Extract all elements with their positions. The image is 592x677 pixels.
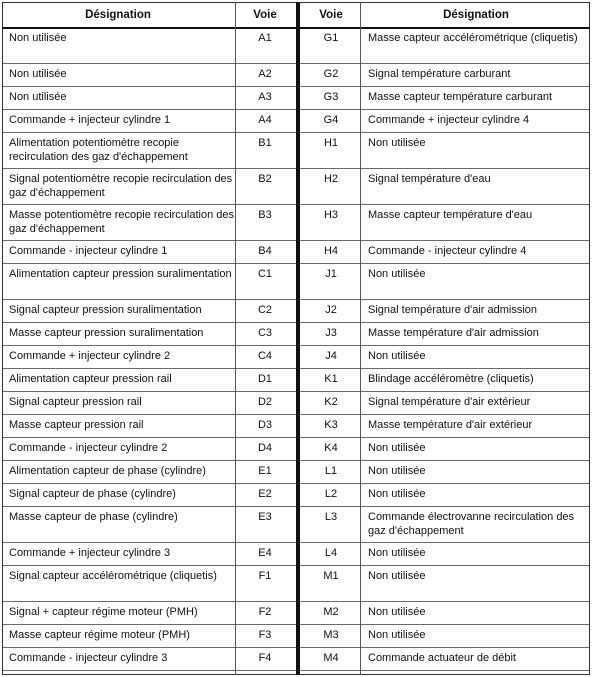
- voie-left-cell: D3: [257, 419, 273, 431]
- voie-left-cell: D1: [257, 373, 273, 385]
- designation-left-cell: Alimentation capteur pression rail: [9, 373, 172, 385]
- header-designation-left: Désignation: [85, 9, 151, 21]
- voie-left-cell: B1: [258, 137, 272, 149]
- voie-right-cell: G3: [323, 91, 339, 103]
- voie-left-cell: D2: [257, 396, 273, 408]
- voie-right-cell: K4: [324, 442, 338, 454]
- designation-left-cell: Non utilisée: [9, 68, 67, 80]
- designation-right-cell: Signal température d'air extérieur: [368, 396, 531, 408]
- voie-right-cell: K1: [324, 373, 338, 385]
- voie-right-cell: L3: [324, 511, 338, 523]
- designation-right-cell: Signal température carburant: [368, 68, 511, 80]
- voie-right-cell: G2: [323, 68, 339, 80]
- designation-left-cell: Masse potentiomètre recopie recirculation des gaz d'échappement: [9, 209, 235, 235]
- voie-left-cell: F1: [258, 570, 272, 582]
- voie-left-cell: D4: [257, 442, 273, 454]
- voie-right-cell: M1: [323, 570, 339, 582]
- voie-right-cell: H2: [323, 173, 339, 185]
- designation-right-cell: Commande actuateur de débit: [368, 652, 516, 664]
- designation-right-cell: Commande - injecteur cylindre 4: [368, 245, 527, 257]
- designation-right-cell: Blindage accéléromètre (cliquetis): [368, 373, 534, 385]
- voie-right-cell: M4: [323, 652, 339, 664]
- voie-left-cell: A2: [258, 68, 272, 80]
- voie-left-cell: C3: [257, 327, 273, 339]
- designation-right-cell: Non utilisée: [368, 137, 426, 149]
- designation-right-cell: Non utilisée: [368, 442, 426, 454]
- designation-right-cell: Non utilisée: [368, 606, 426, 618]
- voie-left-cell: C1: [257, 268, 273, 280]
- voie-left-cell: E2: [258, 488, 272, 500]
- voie-left-cell: F4: [258, 652, 272, 664]
- voie-right-cell: K2: [324, 396, 338, 408]
- designation-right-cell: Commande électrovanne recirculation des gaz d'échappement: [368, 511, 575, 537]
- designation-left-cell: Commande + injecteur cylindre 2: [9, 350, 171, 362]
- voie-left-cell: E1: [258, 465, 272, 477]
- designation-right-cell: Non utilisée: [368, 465, 426, 477]
- designation-right-cell: Masse capteur accélérométrique (cliquetis): [368, 32, 578, 44]
- column-divider-center: [296, 2, 300, 675]
- voie-left-cell: B2: [258, 173, 272, 185]
- voie-left-cell: B3: [258, 209, 272, 221]
- voie-right-cell: M2: [323, 606, 339, 618]
- header-voie-left: Voie: [253, 9, 277, 21]
- designation-left-cell: Signal potentiomètre recopie recirculation des gaz d'échappement: [9, 173, 233, 199]
- designation-left-cell: Commande + injecteur cylindre 1: [9, 114, 171, 126]
- designation-left-cell: Non utilisée: [9, 91, 67, 103]
- designation-right-cell: Masse capteur température d'eau: [368, 209, 533, 221]
- designation-right-cell: Masse capteur température carburant: [368, 91, 553, 103]
- voie-right-cell: H1: [323, 137, 339, 149]
- header-designation-right: Désignation: [443, 9, 509, 21]
- voie-right-cell: M3: [323, 629, 339, 641]
- designation-right-cell: Non utilisée: [368, 350, 426, 362]
- designation-left-cell: Commande + injecteur cylindre 3: [9, 547, 171, 559]
- designation-right-cell: Non utilisée: [368, 547, 426, 559]
- voie-right-cell: K3: [324, 419, 338, 431]
- voie-right-cell: H3: [323, 209, 339, 221]
- voie-left-cell: B4: [258, 245, 272, 257]
- designation-left-cell: Non utilisée: [9, 32, 67, 44]
- voie-right-cell: L2: [324, 488, 338, 500]
- voie-right-cell: J4: [325, 350, 337, 362]
- designation-left-cell: Masse capteur pression suralimentation: [9, 327, 204, 339]
- designation-right-cell: Non utilisée: [368, 570, 426, 582]
- designation-left-cell: Commande - injecteur cylindre 3: [9, 652, 168, 664]
- voie-left-cell: A1: [258, 32, 272, 44]
- designation-right-cell: Signal température d'air admission: [368, 304, 538, 316]
- header-voie-right: Voie: [319, 9, 343, 21]
- designation-right-cell: Non utilisée: [368, 268, 426, 280]
- designation-left-cell: Alimentation capteur pression suralimentation: [9, 268, 232, 280]
- designation-left-cell: Signal capteur pression suralimentation: [9, 304, 202, 316]
- voie-right-cell: J3: [325, 327, 337, 339]
- voie-left-cell: F2: [258, 606, 272, 618]
- voie-left-cell: A3: [258, 91, 272, 103]
- designation-left-cell: Signal capteur pression rail: [9, 396, 142, 408]
- column-divider-1: [235, 2, 236, 675]
- voie-right-cell: J2: [325, 304, 337, 316]
- designation-left-cell: Masse capteur régime moteur (PMH): [9, 629, 190, 641]
- designation-left-cell: Signal capteur accélérométrique (cliquetis): [9, 570, 217, 582]
- voie-left-cell: E3: [258, 511, 272, 523]
- designation-left-cell: Commande - injecteur cylindre 1: [9, 245, 168, 257]
- voie-left-cell: C2: [257, 304, 273, 316]
- column-divider-3: [360, 2, 361, 675]
- designation-right-cell: Masse température d'air extérieur: [368, 419, 533, 431]
- voie-right-cell: L1: [324, 465, 338, 477]
- designation-left-cell: Signal + capteur régime moteur (PMH): [9, 606, 198, 618]
- designation-left-cell: Alimentation capteur de phase (cylindre): [9, 465, 206, 477]
- voie-left-cell: C4: [257, 350, 273, 362]
- designation-left-cell: Masse capteur pression rail: [9, 419, 144, 431]
- designation-left-cell: Masse capteur de phase (cylindre): [9, 511, 178, 523]
- designation-right-cell: Non utilisée: [368, 488, 426, 500]
- designation-left-cell: Commande - injecteur cylindre 2: [9, 442, 168, 454]
- voie-right-cell: J1: [325, 268, 337, 280]
- designation-right-cell: Non utilisée: [368, 629, 426, 641]
- designation-right-cell: Signal température d'eau: [368, 173, 491, 185]
- designation-left-cell: Alimentation potentiomètre recopie recirculation des gaz d'échappement: [9, 137, 188, 163]
- voie-right-cell: G1: [323, 32, 339, 44]
- voie-left-cell: A4: [258, 114, 272, 126]
- voie-left-cell: E4: [258, 547, 272, 559]
- voie-right-cell: L4: [324, 547, 338, 559]
- designation-left-cell: Signal capteur de phase (cylindre): [9, 488, 176, 500]
- voie-right-cell: H4: [323, 245, 339, 257]
- voie-right-cell: G4: [323, 114, 339, 126]
- voie-left-cell: F3: [258, 629, 272, 641]
- designation-right-cell: Masse température d'air admission: [368, 327, 539, 339]
- designation-right-cell: Commande + injecteur cylindre 4: [368, 114, 530, 126]
